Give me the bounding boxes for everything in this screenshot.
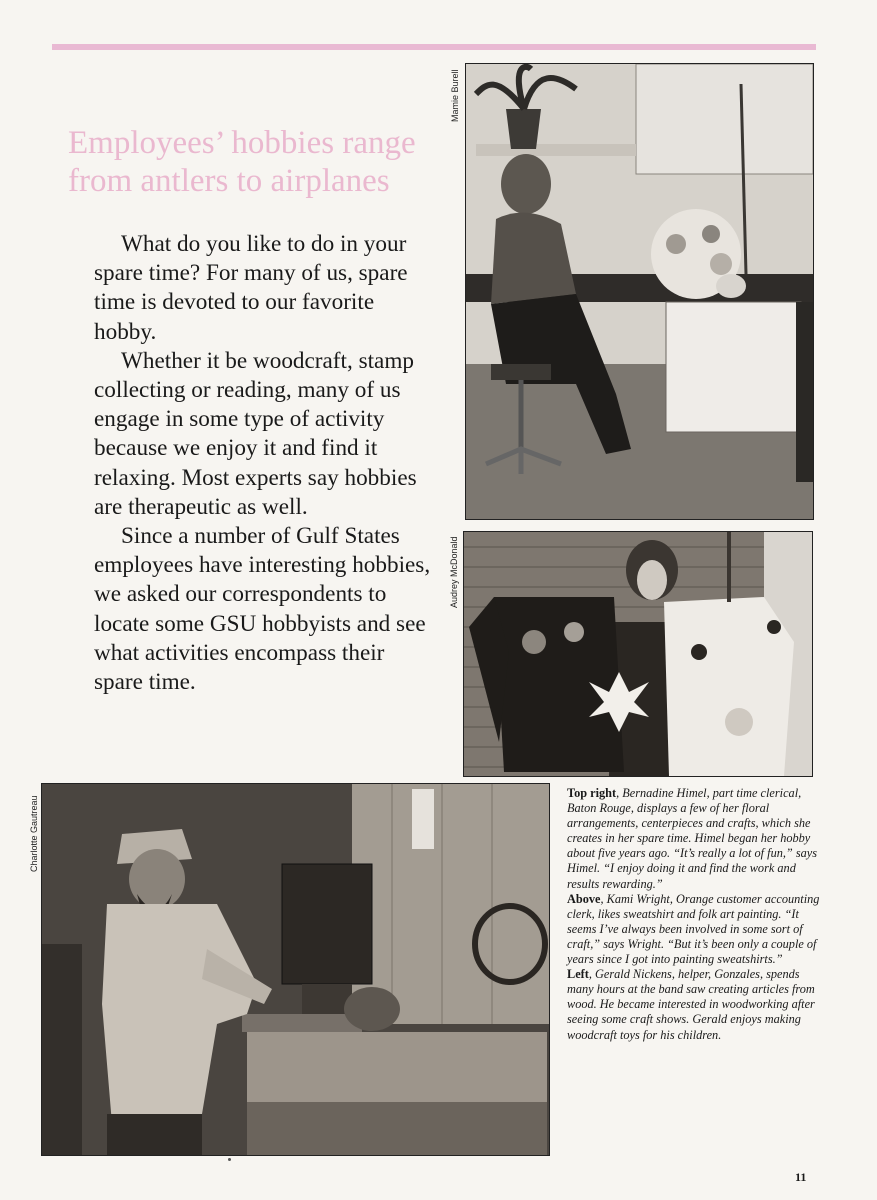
page-number: 11: [795, 1170, 807, 1184]
photo-credit-top-right: Mamie Burell: [450, 69, 460, 122]
print-speck: [228, 1158, 231, 1161]
caption-left: [567, 967, 823, 1042]
intro-paragraph: Whether it be woodcraft, stamp collecting or reading, many of us engage in some type of activity because we enjoy it and find it relaxing. Most experts say hobbies are therapeutic as well.: [94, 347, 417, 520]
photo-credit-bottom-left: Charlotte Gautreau: [29, 795, 39, 872]
headline-line-2: from antlers to airplanes: [68, 163, 390, 199]
intro-paragraph: Since a number of Gulf States employees have interesting hobbies, we asked our correspondents to locate some GSU hobbyists and see what activities encompass their spare time.: [94, 523, 431, 696]
woodworking-photo-illustration: [42, 784, 549, 1155]
photo-captions: [567, 786, 823, 1043]
caption-text: , Bernadine Himel, part time clerical, Baton Rouge, displays a few of her floral arrangements, centerpieces and crafts, which she creates in her spare time. Himel began her hobby about five years ago. “It’s really a lot of fun,” says Himel. “I enjoy doing it and find the work and results rewarding.”: [567, 786, 818, 891]
photo-credit-middle: Audrey McDonald: [449, 536, 459, 608]
caption-lead: Top right: [567, 786, 617, 800]
caption-above: [567, 892, 823, 967]
caption-text: , Kami Wright, Orange customer accounting clerk, likes sweatshirt and folk art painting. “It seems I’ve always been involved in some sort of craft,” says Wright. “But it’s been only a couple of years since I got into painting sweatshirts.”: [567, 891, 820, 967]
floral-photo-illustration: [466, 64, 813, 519]
photo-floral-arrangements: [465, 63, 814, 520]
photo-painted-sweatshirts: [463, 531, 813, 777]
caption-lead: Left: [567, 967, 589, 982]
caption-top-right: [567, 786, 823, 892]
headline-line-1: Employees’ hobbies range: [68, 125, 416, 161]
intro-paragraph: What do you like to do in your spare time? For many of us, spare time is devoted to our favorite hobby.: [94, 231, 408, 345]
article-headline: [68, 124, 463, 200]
sweatshirt-photo-illustration: [464, 532, 812, 776]
top-accent-bar: [52, 44, 816, 50]
intro-text: [94, 230, 439, 697]
caption-lead: Above: [567, 891, 601, 906]
photo-woodworking-band-saw: [41, 783, 550, 1156]
caption-text: , Gerald Nickens, helper, Gonzales, spends many hours at the band saw creating articles from wood. He became interested in woodworking after seeing some craft shows. Gerald enjoys making woodcraft toys for his children.: [567, 967, 815, 1042]
